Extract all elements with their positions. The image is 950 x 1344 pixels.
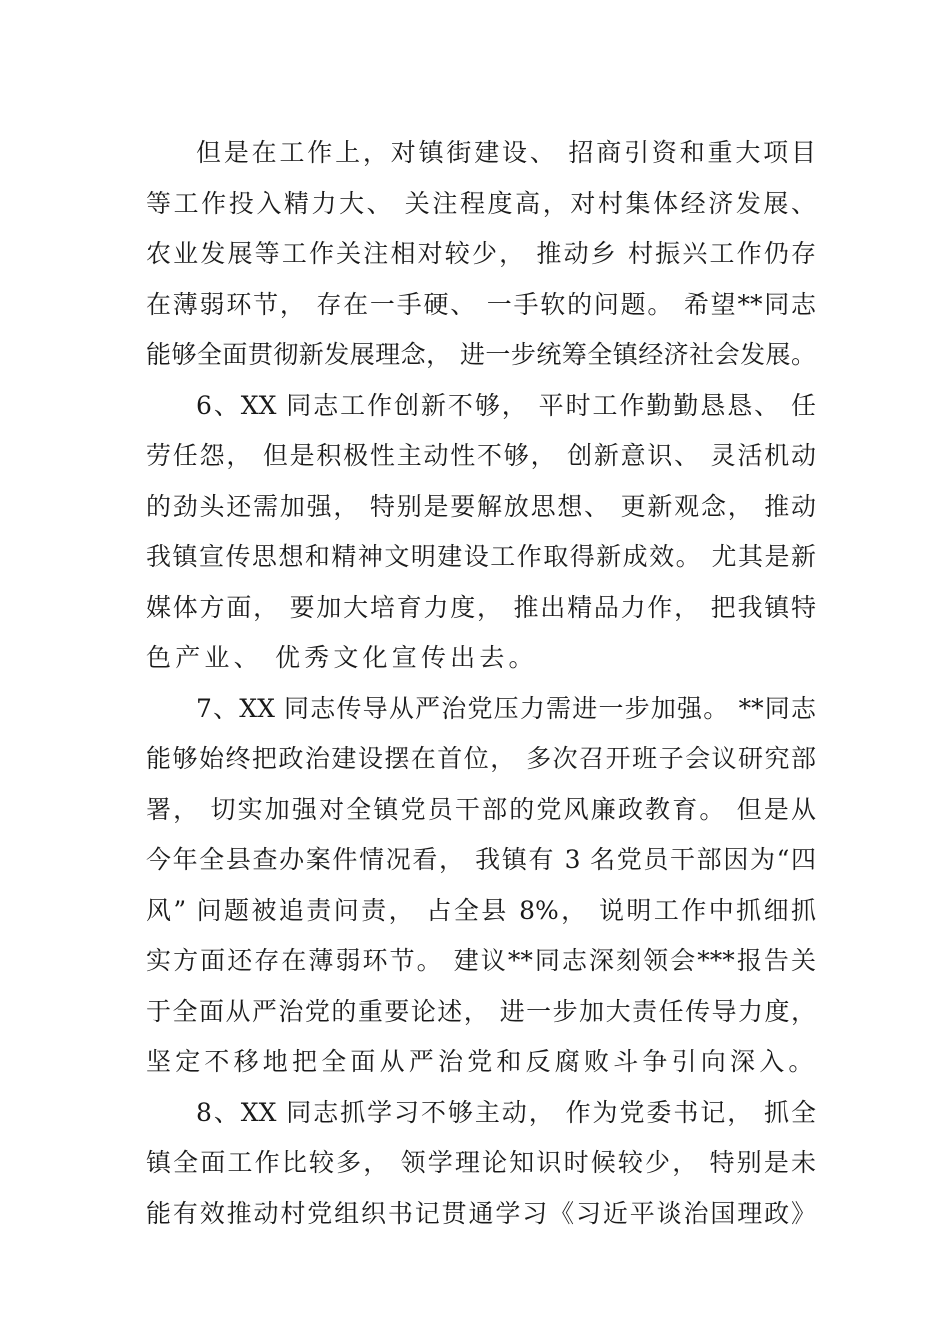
text-line: 能够全面贯彻新发展理念， 进一步统筹全镇经济社会发展。 — [146, 340, 816, 369]
text-line: 坚定不移地把全面从严治党和反腐败斗争引向深入。 — [146, 1047, 818, 1076]
text-line: 在薄弱环节， 存在一手硬、 一手软的问题。 希望**同志 — [146, 289, 816, 319]
text-line: 媒体方面， 要加大培育力度， 推出精品力作， 把我镇特 — [146, 592, 816, 622]
text-line: 镇全面工作比较多， 领学理论知识时候较少， 特别是未 — [146, 1148, 816, 1177]
text-line: 实方面还存在薄弱环节。 建议**同志深刻领会***报告关 — [146, 946, 816, 975]
document-body — [146, 128, 816, 1239]
paragraph-first-line: 6、XX 同志工作创新不够， 平时工作勤勤恳恳、 任 — [196, 390, 816, 420]
paragraph-first-line: 但是在工作上，对镇街建设、 招商引资和重大项目 — [196, 138, 816, 167]
text-line: 署， 切实加强对全镇党员干部的党风廉政教育。 但是从 — [146, 794, 816, 824]
paragraph-first-line: 7、XX 同志传导从严治党压力需进一步加强。 **同志 — [196, 693, 816, 723]
text-line: 我镇宣传思想和精神文明建设工作取得新成效。 尤其是新 — [146, 542, 816, 571]
paragraph-first-line: 8、XX 同志抓学习不够主动， 作为党委书记， 抓全 — [196, 1097, 816, 1127]
text-line: 风” 问题被追责问责， 占全县 8%， 说明工作中抓细抓 — [146, 895, 816, 925]
text-line: 能够始终把政治建设摆在首位， 多次召开班子会议研究部 — [146, 744, 816, 773]
text-line: 农业发展等工作关注相对较少， 推动乡 村振兴工作仍存 — [146, 239, 816, 268]
text-line: 于全面从严治党的重要论述， 进一步加大责任传导力度， — [146, 996, 816, 1026]
text-line: 色产业、 优秀文化宣传出去。 — [146, 643, 538, 672]
text-line: 等工作投入精力大、 关注程度高，对村集体经济发展、 — [146, 188, 816, 218]
text-line: 今年全县查办案件情况看， 我镇有 3 名党员干部因为“四 — [146, 845, 816, 874]
text-line: 能有效推动村党组织书记贯通学习《习近平谈治国理政》 — [146, 1198, 816, 1228]
text-line: 劳任怨， 但是积极性主动性不够， 创新意识、 灵活机动 — [146, 441, 816, 470]
text-line: 的劲头还需加强， 特别是要解放思想、 更新观念， 推动 — [146, 491, 816, 521]
